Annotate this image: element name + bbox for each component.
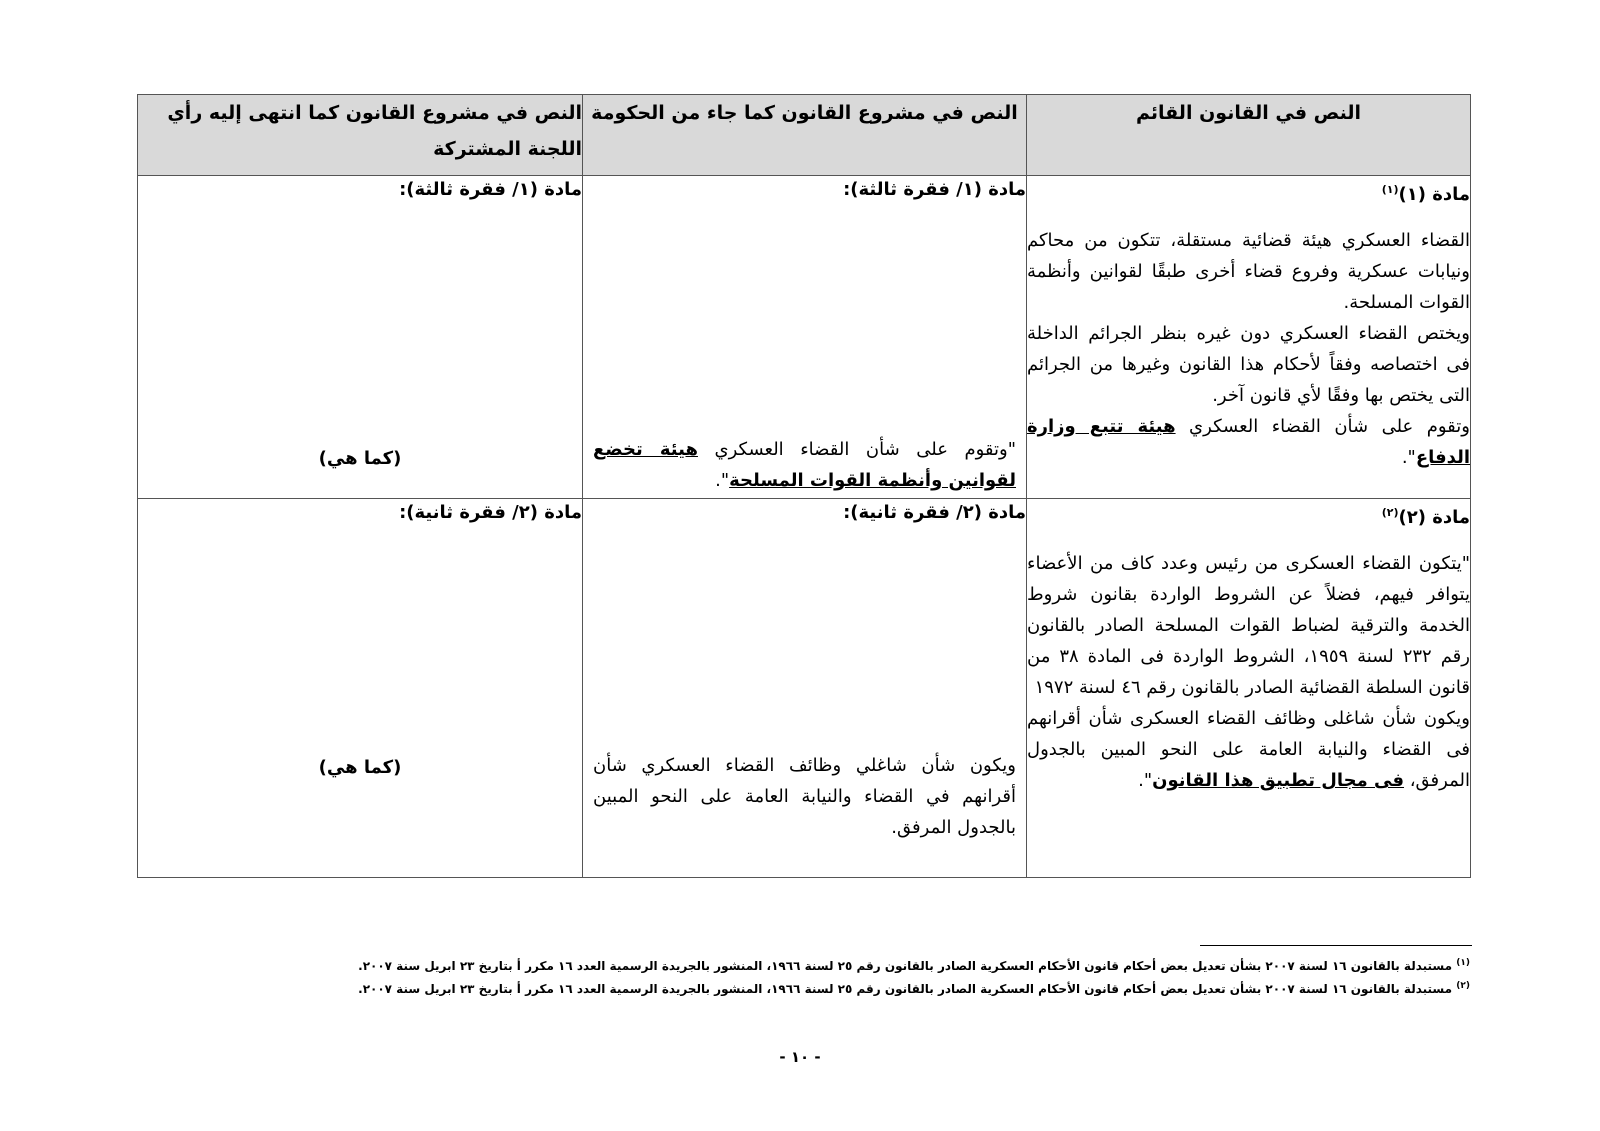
footnotes — [210, 953, 1470, 999]
header-government-draft: النص في مشروع القانون كما جاء من الحكومة — [583, 95, 1027, 176]
article-heading: مادة (٢/ فقرة ثانية): — [399, 502, 582, 523]
comparison-table — [137, 94, 1471, 878]
paragraph: وتقوم على شأن القضاء العسكري هيئة تتبع وزارة الدفاع". — [1027, 416, 1470, 468]
article-text — [1027, 225, 1470, 473]
footnote-separator — [1200, 945, 1472, 946]
table-header-row — [138, 95, 1471, 176]
footnote-ref[interactable]: (٢) — [1381, 506, 1399, 519]
cell-existing-article-1 — [1027, 176, 1471, 499]
header-committee-draft: النص في مشروع القانون كما انتهى إليه رأي اللجنة المشتركة — [138, 95, 583, 176]
status-as-is: (كما هي) — [318, 448, 402, 469]
paragraph: ويكون شأن شاغلى وظائف القضاء العسكرى شأن أقرانهم فى القضاء والنيابة العامة على النحو المبين بالجدول المرفق، فى مجال تطبيق هذا القانون". — [1027, 708, 1470, 791]
article-text — [1027, 548, 1470, 796]
footnote-ref[interactable]: (١) — [1381, 183, 1399, 196]
article-heading: مادة (٢/ فقرة ثانية): — [843, 502, 1026, 523]
cell-existing-article-2 — [1027, 499, 1471, 878]
article-text: "وتقوم على شأن القضاء العسكري هيئة تخضع لقوانين وأنظمة القوات المسلحة". — [593, 439, 1017, 491]
article-heading: مادة (١/ فقرة ثالثة): — [399, 179, 582, 200]
paragraph: "يتكون القضاء العسكرى من رئيس وعدد كاف من الأعضاء يتوافر فيهم، فضلاً عن الشروط الواردة بقانون شروط الخدمة والترقية لضباط القوات المسلحة الصادر بالقانون رقم ٢٣٢ لسنة ١٩٥٩، الشروط الواردة فى المادة ٣٨ من قانون السلطة القضائية الصادر بالقانون رقم ٤٦ لسنة ١٩٧٢ — [1027, 553, 1470, 698]
paragraph: القضاء العسكري هيئة قضائية مستقلة، تتكون من محاكم ونيابات عسكرية وفروع قضاء أخرى طبقًا لقوانين وأنظمة القوات المسلحة. — [1027, 230, 1470, 313]
emphasized-text: هيئة تخضع لقوانين وأنظمة القوات المسلحة — [593, 439, 1016, 491]
table-row — [138, 176, 1471, 499]
article-heading: مادة (١/ فقرة ثالثة): — [843, 179, 1026, 200]
status-as-is: (كما هي) — [318, 757, 402, 778]
paragraph: ويختص القضاء العسكري دون غيره بنظر الجرائم الداخلة فى اختصاصه وفقاً لأحكام هذا القانون وغيرها من الجرائم التى يختص بها وفقًا لأي قانون آخر. — [1027, 323, 1470, 406]
footnote-item: $^{(٢)}$ مستبدلة بالقانون ١٦ لسنة ٢٠٠٧ بشأن تعديل بعض أحكام قانون الأحكام العسكرية الصادر بالقانون رقم ٢٥ لسنة ١٩٦٦، المنشور بالجريدة الرسمية العدد ١٦ مكرر أ بتاريخ ٢٣ ابريل سنة ٢٠٠٧. — [358, 981, 1470, 996]
article-text: ويكون شأن شاغلي وظائف القضاء العسكري شأن أقرانهم في القضاء والنيابة العامة على النحو المبين بالجدول المرفق. — [593, 755, 1016, 838]
header-existing-law: النص في القانون القائم — [1027, 95, 1471, 176]
cell-government-article-1 — [583, 176, 1027, 499]
page-number: - ١٠ - — [779, 1048, 821, 1066]
emphasized-text: فى مجال تطبيق هذا القانون — [1152, 770, 1405, 791]
cell-committee-article-2 — [138, 499, 583, 878]
footnote-item: $^{(١)}$ مستبدلة بالقانون ١٦ لسنة ٢٠٠٧ بشأن تعديل بعض أحكام قانون الأحكام العسكرية الصادر بالقانون رقم ٢٥ لسنة ١٩٦٦، المنشور بالجريدة الرسمية العدد ١٦ مكرر أ بتاريخ ٢٣ ابريل سنة ٢٠٠٧. — [358, 958, 1470, 973]
article-heading: مادة (١)$^{(١)}$ — [1381, 183, 1470, 205]
cell-committee-article-1 — [138, 176, 583, 499]
article-heading: مادة (٢)$^{(٢)}$ — [1381, 506, 1470, 528]
cell-government-article-2 — [583, 499, 1027, 878]
emphasized-text: هيئة تتبع وزارة الدفاع — [1027, 416, 1470, 468]
table-row — [138, 499, 1471, 878]
